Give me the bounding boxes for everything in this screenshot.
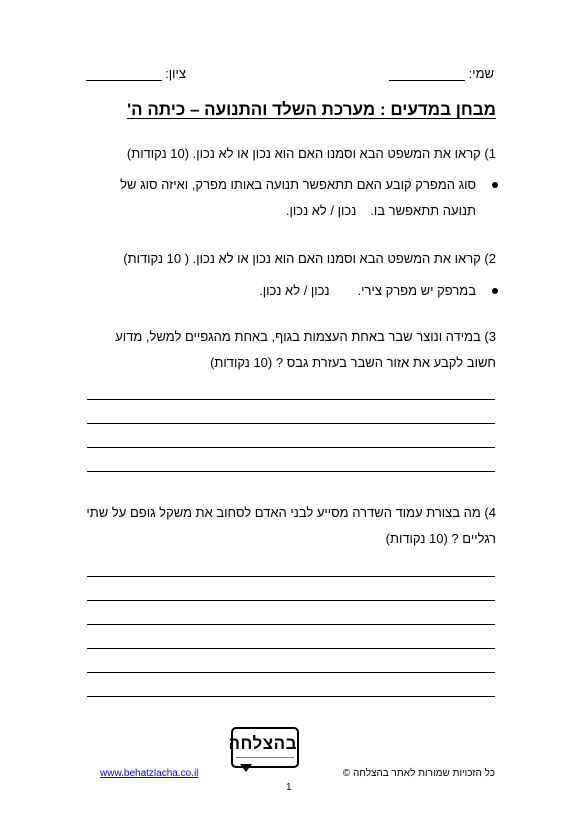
grade-field [86, 66, 186, 81]
logo-text: בהצלחה [228, 734, 297, 753]
answer-line[interactable] [87, 576, 495, 577]
copyright-notice: כל הזכויות שמורות לאתר בהצלחה © [342, 768, 495, 779]
grade-label: ציון: [165, 66, 186, 81]
question-3: 3) במידה ונוצר שבר באחת העצמות בגוף, באחת מהגפיים למשל, מדוע חשוב לקבע את אזור השבר בעזרת גבס ? (10 נקודות) [115, 329, 496, 370]
question-2-statement [259, 278, 476, 304]
answer-line[interactable] [87, 696, 495, 697]
answer-line[interactable] [87, 399, 495, 400]
question-1-statement-text: סוג המפרק קובע האם תתאפשר תנועה באותו מפרק, ואיזה סוג של תנועה תתאפשר בו. [120, 177, 476, 218]
page-number: 1 [286, 782, 292, 793]
logo-underline [236, 757, 294, 761]
name-blank-line[interactable] [389, 68, 465, 81]
answer-line[interactable] [87, 600, 495, 601]
question-2-choice[interactable]: נכון / לא נכון. [259, 283, 330, 298]
bullet-dot [492, 288, 498, 294]
question-2: 2) קראו את המשפט הבא וסמנו האם הוא נכון או לא נכון. ( 10 נקודות) [123, 251, 496, 266]
page-title: מבחן במדעים : מערכת השלד והתנועה – כיתה ה' [127, 100, 496, 119]
answer-line[interactable] [87, 471, 495, 472]
bullet-dot [492, 182, 498, 188]
question-4: 4) מה בצורת עמוד השדרה מסייע לבני האדם לסחוב את משקל גופם על שתי רגליים ? (10 נקודות) [86, 505, 496, 546]
question-1-statement [96, 172, 476, 224]
answer-line[interactable] [87, 447, 495, 448]
name-label: שמי: [468, 66, 494, 81]
website-link[interactable]: www.behatzlacha.co.il [100, 768, 199, 779]
name-field [389, 66, 494, 81]
behatzlacha-logo [228, 727, 299, 768]
question-2-statement-text: במרפק יש מפרק צירי. [357, 283, 476, 298]
question-1: 1) קראו את המשפט הבא וסמנו האם הוא נכון או לא נכון. (10 נקודות) [126, 146, 496, 161]
answer-line[interactable] [87, 423, 495, 424]
answer-line[interactable] [87, 672, 495, 673]
answer-line[interactable] [87, 648, 495, 649]
logo-speech-tail [240, 764, 252, 772]
grade-blank-line[interactable] [86, 68, 162, 81]
question-1-choice[interactable]: נכון / לא נכון. [285, 203, 357, 218]
answer-line[interactable] [87, 624, 495, 625]
